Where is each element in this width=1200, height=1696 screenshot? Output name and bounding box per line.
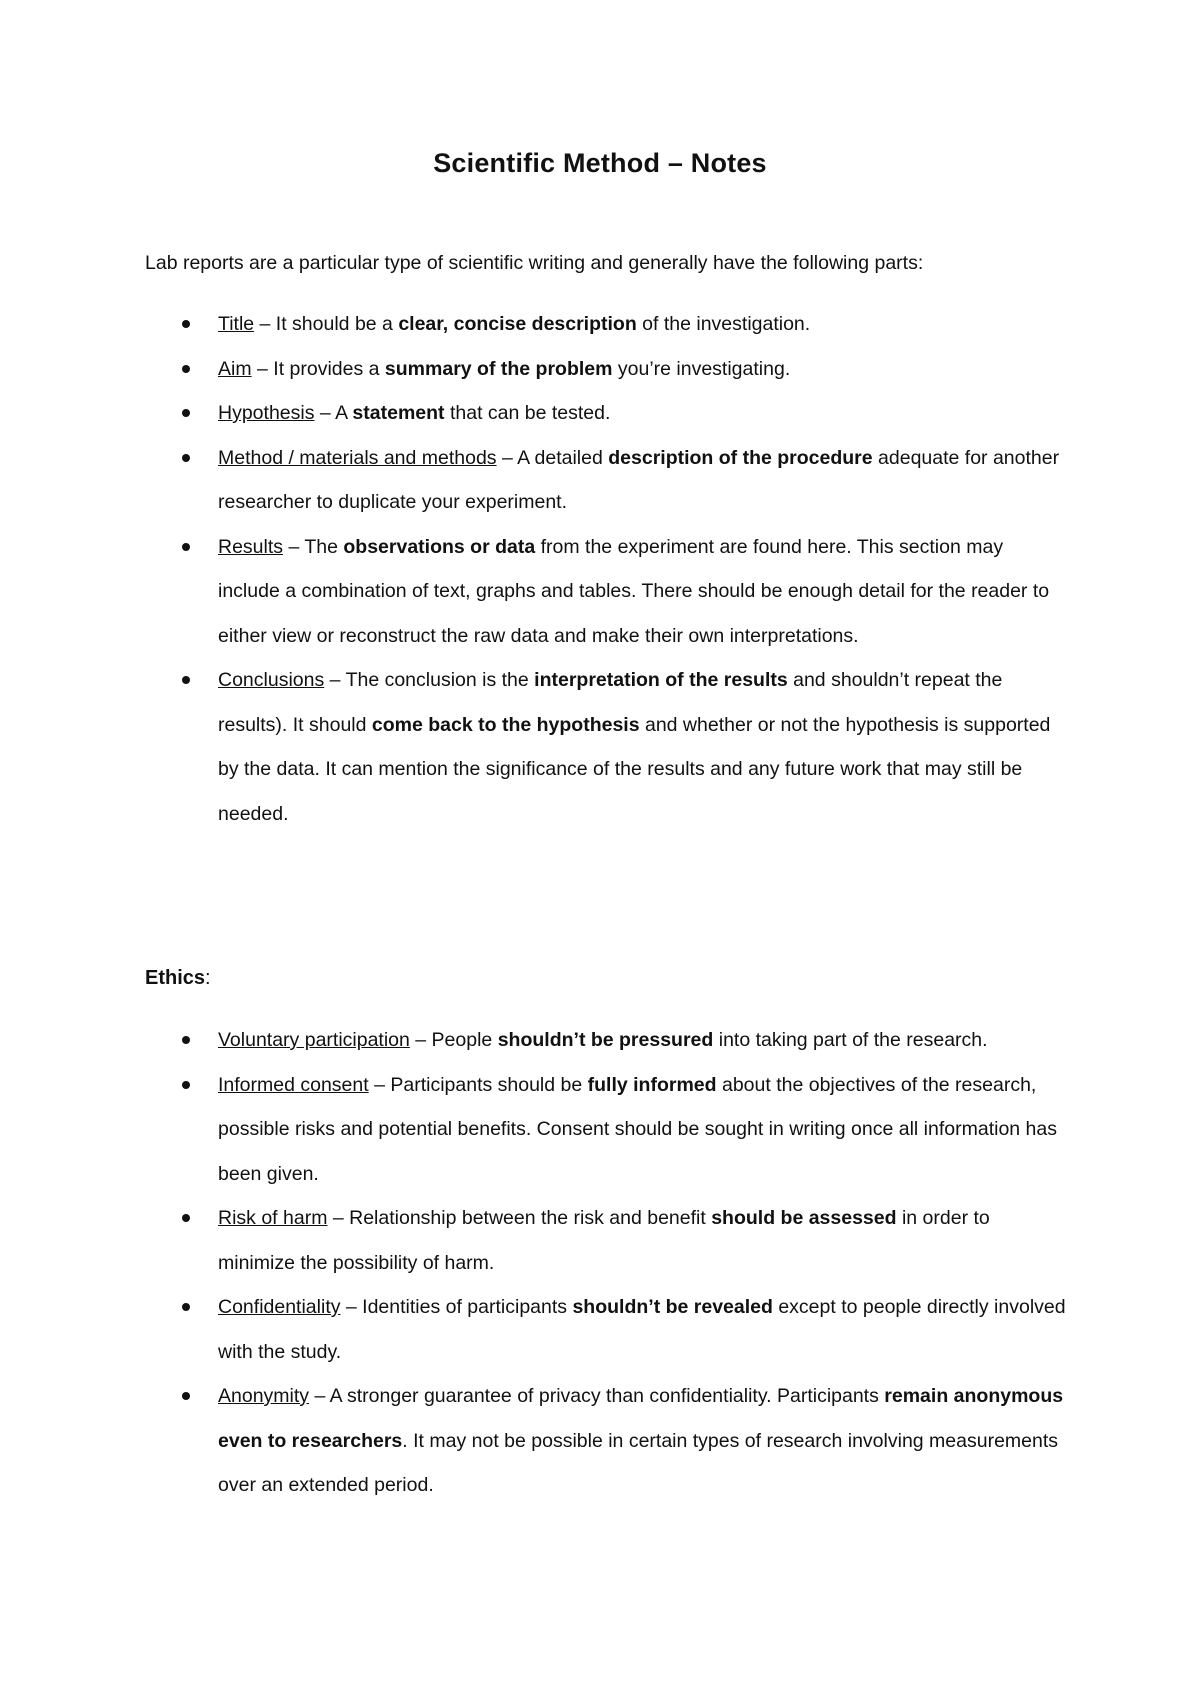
ethics-heading-colon: :	[205, 967, 211, 989]
bullet-icon	[182, 1392, 190, 1400]
item-text: – It should be a	[254, 313, 399, 335]
item-text: adequate for another researcher to duplicate your experiment.	[218, 446, 1060, 513]
item-text: about the objectives of the research, possible risks and potential benefits. Consent should be sought in writing once all information has been given.	[218, 1073, 1057, 1185]
item-bold-text: should be assessed	[711, 1207, 897, 1229]
list-item-title	[0, 302, 1068, 347]
item-text: in order to minimize the possibility of harm.	[218, 1207, 990, 1274]
intro-paragraph: Lab reports are a particular type of scientific writing and generally have the following parts:	[145, 252, 924, 274]
bullet-icon	[182, 1036, 190, 1044]
item-text: – A	[314, 402, 353, 424]
term-label: Risk of harm	[218, 1207, 328, 1229]
term-label: Aim	[218, 357, 252, 380]
list-item-aim	[0, 347, 1068, 392]
term-label: Title	[218, 313, 255, 335]
list-item-hypothesis	[0, 391, 1068, 436]
item-text: – People	[409, 1029, 498, 1051]
item-text: – Identities of participants	[340, 1296, 573, 1318]
list-item-anonymity	[0, 1374, 1068, 1508]
list-item-method	[0, 436, 1068, 525]
item-text: except to people directly involved with the study.	[218, 1296, 1066, 1363]
item-text: and shouldn’t repeat the results). It should	[218, 669, 1003, 736]
list-item-informed-consent	[0, 1063, 1068, 1197]
list-item-results	[0, 525, 1068, 659]
item-text: that can be tested.	[444, 402, 611, 424]
term-label: Method / materials and methods	[218, 446, 497, 469]
bullet-icon	[182, 365, 190, 373]
bullet-icon	[182, 320, 190, 328]
term-label: Conclusions	[218, 669, 325, 691]
term-label: Anonymity	[218, 1385, 310, 1407]
item-bold-text: interpretation of the results	[534, 669, 788, 691]
item-text: – Participants should be	[368, 1073, 588, 1096]
item-bold-text: remain anonymous even to researchers	[218, 1385, 1064, 1452]
item-text: . It may not be possible in certain types of research involving measurements over an extended period.	[218, 1429, 1059, 1496]
bullet-icon	[182, 676, 190, 684]
item-bold-text: come back to the hypothesis	[371, 713, 640, 736]
item-text: – Relationship between the risk and benefit	[327, 1207, 712, 1229]
lab-report-parts-list	[0, 302, 1068, 836]
page-title: Scientific Method – Notes	[433, 148, 767, 178]
item-bold-text: shouldn’t be revealed	[572, 1296, 773, 1318]
item-text: – The conclusion is the	[324, 669, 535, 691]
ethics-heading-text: Ethics	[145, 967, 206, 989]
term-label: Informed consent	[218, 1073, 369, 1096]
term-label: Confidentiality	[218, 1296, 341, 1318]
item-text: into taking part of the research.	[713, 1029, 988, 1051]
bullet-icon	[182, 409, 190, 417]
item-text: you’re investigating.	[612, 357, 791, 380]
list-item-confidentiality	[0, 1285, 1068, 1374]
bullet-icon	[182, 1081, 190, 1089]
ethics-list	[0, 1018, 1068, 1508]
list-item-risk-of-harm	[0, 1196, 1068, 1285]
item-text: from the experiment are found here. This section may include a combination of text, graphs and tables. There should be enough detail for the reader to either view or reconstruct the raw data and make their own interpretations.	[218, 535, 1050, 647]
ethics-heading	[145, 967, 211, 990]
term-label: Hypothesis	[218, 402, 315, 424]
item-bold-text: clear, concise description	[398, 313, 637, 335]
item-bold-text: summary of the problem	[384, 357, 613, 380]
item-bold-text: statement	[352, 402, 445, 424]
bullet-icon	[182, 1303, 190, 1311]
item-text: – The	[283, 535, 344, 558]
item-bold-text: fully informed	[587, 1073, 717, 1096]
item-bold-text: description of the procedure	[608, 446, 873, 469]
item-bold-text: shouldn’t be pressured	[497, 1029, 714, 1051]
list-item-conclusions	[0, 658, 1068, 836]
bullet-icon	[182, 454, 190, 462]
list-item-voluntary-participation	[0, 1018, 1068, 1063]
item-text: and whether or not the hypothesis is supported by the data. It can mention the significance of the results and any future work that may still be needed.	[218, 713, 1051, 825]
bullet-icon	[182, 1214, 190, 1222]
bullet-icon	[182, 543, 190, 551]
item-bold-text: observations or data	[343, 535, 536, 558]
term-label: Results	[218, 535, 284, 558]
term-label: Voluntary participation	[218, 1029, 410, 1051]
item-text: – A stronger guarantee of privacy than confidentiality. Participants	[309, 1385, 885, 1407]
item-text: of the investigation.	[636, 313, 811, 335]
item-text: – It provides a	[251, 357, 385, 380]
item-text: – A detailed	[496, 446, 609, 469]
